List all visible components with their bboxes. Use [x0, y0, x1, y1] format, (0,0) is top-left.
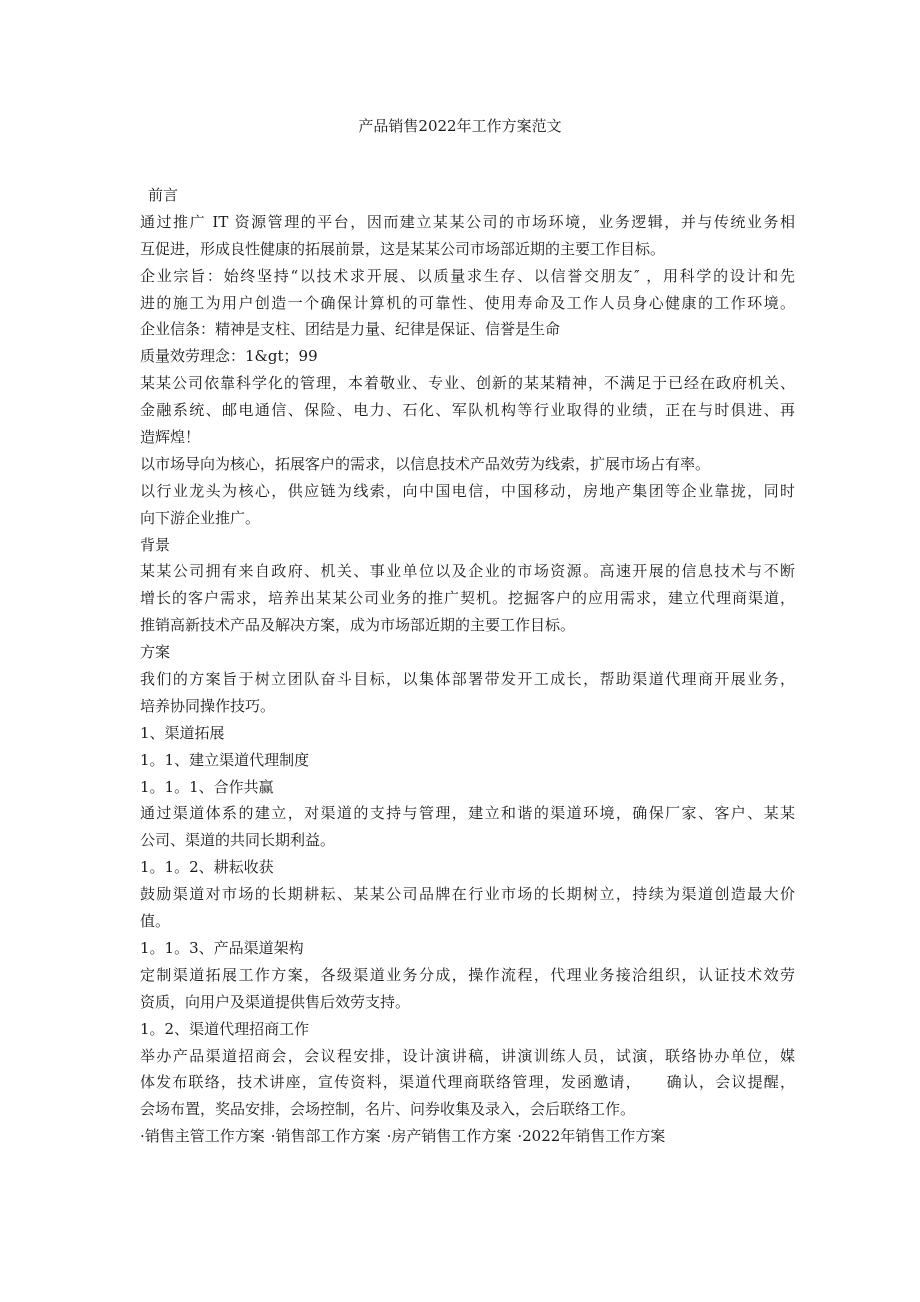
- related-links: [140, 1123, 795, 1150]
- paragraph-line: 通过推广 IT 资源管理的平台，因而建立某某公司的市场环境，业务逻辑，并与传统业务相: [140, 212, 795, 231]
- related-link-sales-supervisor-plan[interactable]: ·销售主管工作方案: [140, 1127, 265, 1146]
- paragraph-line: 举办产品渠道招商会，会议程安排，设计演讲稿，讲演训练人员，试演，联络协办单位，媒: [140, 1046, 795, 1065]
- paragraph-line: 增长的客户需求，培养出某某公司业务的推广契机。挖掘客户的应用需求，建立代理商渠道，: [140, 589, 795, 608]
- subheading: 1。1、建立渠道代理制度: [140, 750, 310, 769]
- paragraph-line: 我们的方案旨于树立团队奋斗目标，以集体部署带发开工成长，帮助渠道代理商开展业务，: [140, 670, 795, 689]
- subheading: 1。2、渠道代理招商工作: [140, 1019, 310, 1038]
- paragraph-line: 某某公司依靠科学化的管理，本着敬业、专业、创新的某某精神，不满足于已经在政府机关、: [140, 374, 795, 393]
- paragraph-line: 公司、渠道的共同长期利益。: [140, 831, 336, 850]
- paragraph-line: 互促进，形成良性健康的拓展前景，这是某某公司市场部近期的主要工作目标。: [140, 239, 666, 258]
- paragraph-line: 造辉煌！: [140, 428, 201, 447]
- related-link-2022-sales-plan[interactable]: ·2022年销售工作方案: [517, 1127, 666, 1146]
- section-heading-plan: 方案: [140, 643, 171, 662]
- paragraph-line: 鼓励渠道对市场的长期耕耘、某某公司品牌在行业市场的长期树立，持续为渠道创造最大价: [140, 885, 795, 904]
- paragraph-line: 企业信条：精神是支柱、团结是力量、纪律是保证、信誉是生命: [140, 320, 561, 339]
- document-title: 产品销售2022年工作方案范文: [358, 117, 562, 135]
- paragraph-line: 进的施工为用户创造一个确保计算机的可靠性、使用寿命及工作人员身心健康的工作环境。: [140, 293, 795, 312]
- paragraph-line: 以行业龙头为核心，供应链为线索，向中国电信，中国移动，房地产集团等企业靠拢，同时: [140, 481, 795, 500]
- subheading: 1。1。3、产品渠道架构: [140, 938, 304, 957]
- paragraph-line: 会场布置，奖品安排，会场控制，名片、问券收集及录入，会后联络工作。: [140, 1100, 636, 1119]
- paragraph-line: 质量效劳理念：1&gt；99: [140, 347, 318, 366]
- paragraph-line: 通过渠道体系的建立，对渠道的支持与管理，建立和谐的渠道环境，确保厂家、客户、某某: [140, 804, 795, 823]
- paragraph-line: 企业宗旨：始终坚持“以技术求开展、以质量求生存、以信誉交朋友″ ，用科学的设计和先: [140, 266, 795, 285]
- paragraph-line: 定制渠道拓展工作方案，各级渠道业务分成，操作流程，代理业务接洽组织，认证技术效劳: [140, 965, 795, 984]
- subheading: 1、渠道拓展: [140, 723, 225, 742]
- paragraph-line: 某某公司拥有来自政府、机关、事业单位以及企业的市场资源。高速开展的信息技术与不断: [140, 562, 795, 581]
- paragraph-line: 体发布联络，技术讲座，宣传资料，渠道代理商联络管理，发函邀请， 确认，会议提醒，: [140, 1073, 795, 1092]
- paragraph-line: 以市场导向为核心，拓展客户的需求，以信息技术产品效劳为线索，扩展市场占有率。: [140, 454, 711, 473]
- paragraph-line: 值。: [140, 912, 171, 931]
- subheading: 1。1。2、耕耘收获: [140, 858, 274, 877]
- subheading: 1。1。1、合作共赢: [140, 777, 274, 796]
- related-link-sales-department-plan[interactable]: ·销售部工作方案: [270, 1127, 381, 1146]
- paragraph-line: 推销高新技术产品及解决方案，成为市场部近期的主要工作目标。: [140, 616, 576, 635]
- document-body: [140, 182, 795, 1150]
- paragraph-line: 培养协同操作技巧。: [140, 696, 276, 715]
- paragraph-line: 向下游企业推广。: [140, 508, 261, 527]
- related-link-real-estate-sales-plan[interactable]: ·房产销售工作方案: [386, 1127, 512, 1146]
- paragraph-line: 金融系统、邮电通信、保险、电力、石化、军队机构等行业取得的业绩，正在与时俱进、再: [140, 401, 795, 420]
- section-heading-background: 背景: [140, 535, 171, 554]
- section-heading-preface: 前言: [148, 186, 179, 204]
- paragraph-line: 资质，向用户及渠道提供售后效劳支持。: [140, 992, 411, 1011]
